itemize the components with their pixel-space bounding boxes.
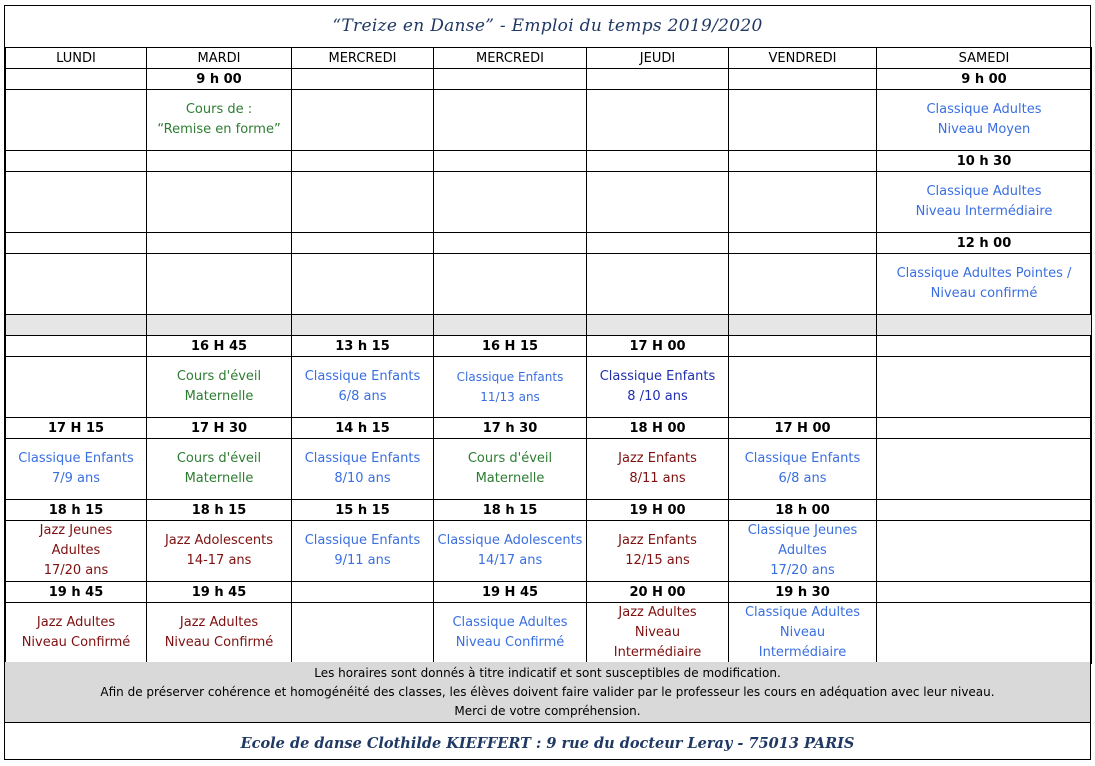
course-row <box>6 90 1092 151</box>
course-row <box>6 439 1092 500</box>
course-cell <box>434 172 587 233</box>
course-line: Adultes <box>51 543 101 558</box>
time-cell: 18 h 00 <box>729 500 877 521</box>
time-cell: 12 h 00 <box>877 233 1092 254</box>
timetable <box>5 47 1092 664</box>
course-line: Classique Enfants <box>18 451 134 466</box>
time-cell: 20 H 00 <box>587 582 729 603</box>
course-cell <box>147 172 292 233</box>
time-cell: 18 H 00 <box>587 418 729 439</box>
course-cell <box>877 521 1092 582</box>
time-cell: 17 h 30 <box>434 418 587 439</box>
course-cell <box>6 254 147 315</box>
course-line: 17/20 ans <box>770 563 835 578</box>
time-cell: 19 h 30 <box>729 582 877 603</box>
course-line: 7/9 ans <box>51 471 101 486</box>
day-header: MARDI <box>147 48 292 69</box>
course-line: Maternelle <box>184 471 254 486</box>
time-cell: 19 h 45 <box>147 582 292 603</box>
time-cell <box>292 582 434 603</box>
course-cell <box>6 90 147 151</box>
time-cell <box>587 151 729 172</box>
time-cell: 16 H 45 <box>147 336 292 357</box>
course-line: “Remise en forme” <box>157 122 281 137</box>
school-address-footer: Ecole de danse Clothilde KIEFFERT : 9 rue du docteur Leray - 75013 PARIS <box>240 735 855 752</box>
course-line: Classique Adultes <box>744 605 861 620</box>
time-cell: 17 H 00 <box>587 336 729 357</box>
day-header: SAMEDI <box>877 48 1092 69</box>
course-line: Classique Enfants <box>599 369 716 384</box>
course-line: Classique Enfants <box>304 369 421 384</box>
course-cell <box>587 90 729 151</box>
time-cell <box>729 69 877 90</box>
course-line: Classique Adultes Pointes / <box>896 266 1072 281</box>
course-cell <box>729 357 877 418</box>
course-line: Intermédiaire <box>613 645 702 660</box>
course-line: Cours de : <box>185 102 253 117</box>
course-cell <box>877 172 1092 233</box>
day-header: VENDREDI <box>729 48 877 69</box>
course-cell <box>6 439 147 500</box>
course-cell <box>877 254 1092 315</box>
separator-cell <box>434 315 587 336</box>
time-cell: 19 H 45 <box>434 582 587 603</box>
course-line: 8/11 ans <box>629 471 686 486</box>
course-cell <box>729 254 877 315</box>
notes-box <box>5 662 1090 723</box>
time-row <box>6 582 1092 603</box>
time-cell: 13 h 15 <box>292 336 434 357</box>
course-line: 6/8 ans <box>338 389 387 404</box>
course-line: 6/8 ans <box>778 471 827 486</box>
course-cell <box>587 254 729 315</box>
time-cell <box>587 233 729 254</box>
course-line: Classique Enfants <box>744 451 861 466</box>
time-cell: 17 H 30 <box>147 418 292 439</box>
course-line: Classique Adultes <box>452 615 568 630</box>
course-line: Maternelle <box>475 471 545 486</box>
day-header: JEUDI <box>587 48 729 69</box>
separator-row <box>6 315 1092 336</box>
time-row <box>6 418 1092 439</box>
separator-cell <box>6 315 147 336</box>
course-cell <box>587 357 729 418</box>
course-cell <box>434 254 587 315</box>
course-line: Classique Enfants <box>304 451 421 466</box>
time-cell <box>6 233 147 254</box>
course-cell <box>6 603 147 664</box>
note-line: Afin de préserver cohérence et homogénéité des classes, les élèves doivent faire valider par le professeur les cours en adéquation avec leur niveau. <box>100 685 995 699</box>
time-cell <box>6 336 147 357</box>
course-cell <box>729 603 877 664</box>
course-cell <box>292 172 434 233</box>
course-line: Classique Adultes <box>926 102 1042 117</box>
course-cell <box>729 521 877 582</box>
course-cell <box>729 90 877 151</box>
course-line: 9/11 ans <box>334 553 391 568</box>
time-row <box>6 233 1092 254</box>
course-line: Niveau confirmé <box>930 286 1038 301</box>
course-line: 14/17 ans <box>477 553 543 568</box>
separator-cell <box>729 315 877 336</box>
time-cell: 17 H 00 <box>729 418 877 439</box>
course-cell <box>292 90 434 151</box>
course-line: Classique Enfants <box>456 370 564 384</box>
course-line: 8 /10 ans <box>627 389 688 404</box>
course-cell <box>292 254 434 315</box>
time-cell <box>147 151 292 172</box>
course-line: Classique Enfants <box>304 533 421 548</box>
course-line: Niveau Confirmé <box>455 635 565 650</box>
time-cell <box>587 69 729 90</box>
note-line: Les horaires sont donnés à titre indicatif et sont susceptibles de modification. <box>314 666 781 680</box>
day-header: MERCREDI <box>434 48 587 69</box>
course-cell <box>729 172 877 233</box>
time-cell <box>729 151 877 172</box>
course-line: Classique Jeunes <box>747 523 858 538</box>
course-cell <box>434 439 587 500</box>
time-cell <box>6 69 147 90</box>
schedule-title: “Treize en Danse” - Emploi du temps 2019/2020 <box>332 16 763 36</box>
time-cell: 18 h 15 <box>147 500 292 521</box>
course-line: Jazz Adultes <box>179 615 259 630</box>
course-cell <box>6 521 147 582</box>
course-row <box>6 254 1092 315</box>
course-cell <box>587 603 729 664</box>
course-cell <box>434 603 587 664</box>
course-line: 8/10 ans <box>334 471 391 486</box>
course-cell <box>6 172 147 233</box>
separator-cell <box>877 315 1092 336</box>
course-line: Maternelle <box>184 389 254 404</box>
course-row <box>6 357 1092 418</box>
time-cell: 10 h 30 <box>877 151 1092 172</box>
course-cell <box>434 521 587 582</box>
time-cell <box>292 233 434 254</box>
course-line: Niveau Moyen <box>937 122 1031 137</box>
course-line: Jazz Adultes <box>618 605 697 620</box>
course-line: 14-17 ans <box>186 553 252 568</box>
course-line: Jazz Enfants <box>618 451 697 466</box>
course-cell <box>147 603 292 664</box>
course-cell <box>147 521 292 582</box>
time-cell: 15 h 15 <box>292 500 434 521</box>
time-row <box>6 336 1092 357</box>
course-cell <box>587 172 729 233</box>
course-line: Niveau Confirmé <box>21 635 131 650</box>
time-cell: 17 H 15 <box>6 418 147 439</box>
course-cell <box>292 357 434 418</box>
course-cell <box>147 90 292 151</box>
time-cell <box>877 582 1092 603</box>
time-row <box>6 69 1092 90</box>
course-line: Jazz Adultes <box>36 615 116 630</box>
course-cell <box>292 603 434 664</box>
time-cell <box>434 69 587 90</box>
time-cell: 14 h 15 <box>292 418 434 439</box>
course-cell <box>292 521 434 582</box>
time-cell: 18 h 15 <box>6 500 147 521</box>
course-cell <box>434 357 587 418</box>
time-cell <box>292 69 434 90</box>
day-header: LUNDI <box>6 48 147 69</box>
time-cell: 19 h 45 <box>6 582 147 603</box>
course-line: Niveau Intermédiaire <box>915 204 1053 219</box>
course-cell <box>877 603 1092 664</box>
course-line: 17/20 ans <box>43 563 109 578</box>
course-cell <box>587 521 729 582</box>
course-cell <box>877 90 1092 151</box>
course-line: Cours d'éveil <box>176 369 262 384</box>
course-cell <box>877 439 1092 500</box>
course-line: Classique Adultes <box>926 184 1042 199</box>
time-cell <box>877 418 1092 439</box>
time-cell <box>434 151 587 172</box>
course-line: Cours d'éveil <box>176 451 262 466</box>
time-cell <box>292 151 434 172</box>
course-cell <box>434 90 587 151</box>
course-cell <box>147 357 292 418</box>
course-cell <box>6 357 147 418</box>
course-cell <box>877 357 1092 418</box>
course-row <box>6 172 1092 233</box>
course-line: Intermédiaire <box>758 645 847 660</box>
separator-cell <box>292 315 434 336</box>
course-line: Niveau <box>634 625 681 640</box>
course-line: Niveau Confirmé <box>164 635 274 650</box>
course-line: 12/15 ans <box>625 553 690 568</box>
time-cell <box>877 336 1092 357</box>
course-line: Niveau <box>779 625 826 640</box>
separator-cell <box>587 315 729 336</box>
time-cell: 19 H 00 <box>587 500 729 521</box>
course-line: Cours d'éveil <box>467 451 553 466</box>
time-cell <box>6 151 147 172</box>
time-cell <box>434 233 587 254</box>
time-row <box>6 500 1092 521</box>
course-line: Classique Adolescents <box>437 533 583 548</box>
day-header: MERCREDI <box>292 48 434 69</box>
time-cell: 16 H 15 <box>434 336 587 357</box>
time-row <box>6 151 1092 172</box>
course-cell <box>147 254 292 315</box>
course-cell <box>587 439 729 500</box>
course-cell <box>729 439 877 500</box>
course-line: Jazz Jeunes <box>39 523 113 538</box>
schedule-sheet <box>4 5 1091 760</box>
course-line: Jazz Adolescents <box>164 533 274 548</box>
course-row <box>6 521 1092 582</box>
course-line: Adultes <box>778 543 827 558</box>
course-line: 11/13 ans <box>480 390 540 404</box>
time-cell: 9 h 00 <box>877 69 1092 90</box>
time-cell <box>729 336 877 357</box>
time-cell <box>147 233 292 254</box>
course-cell <box>147 439 292 500</box>
time-cell: 9 h 00 <box>147 69 292 90</box>
separator-cell <box>147 315 292 336</box>
day-header-row <box>6 48 1092 69</box>
time-cell <box>877 500 1092 521</box>
course-cell <box>292 439 434 500</box>
course-line: Jazz Enfants <box>618 533 697 548</box>
time-cell <box>729 233 877 254</box>
course-row <box>6 603 1092 664</box>
note-line: Merci de votre compréhension. <box>454 704 641 718</box>
time-cell: 18 h 15 <box>434 500 587 521</box>
